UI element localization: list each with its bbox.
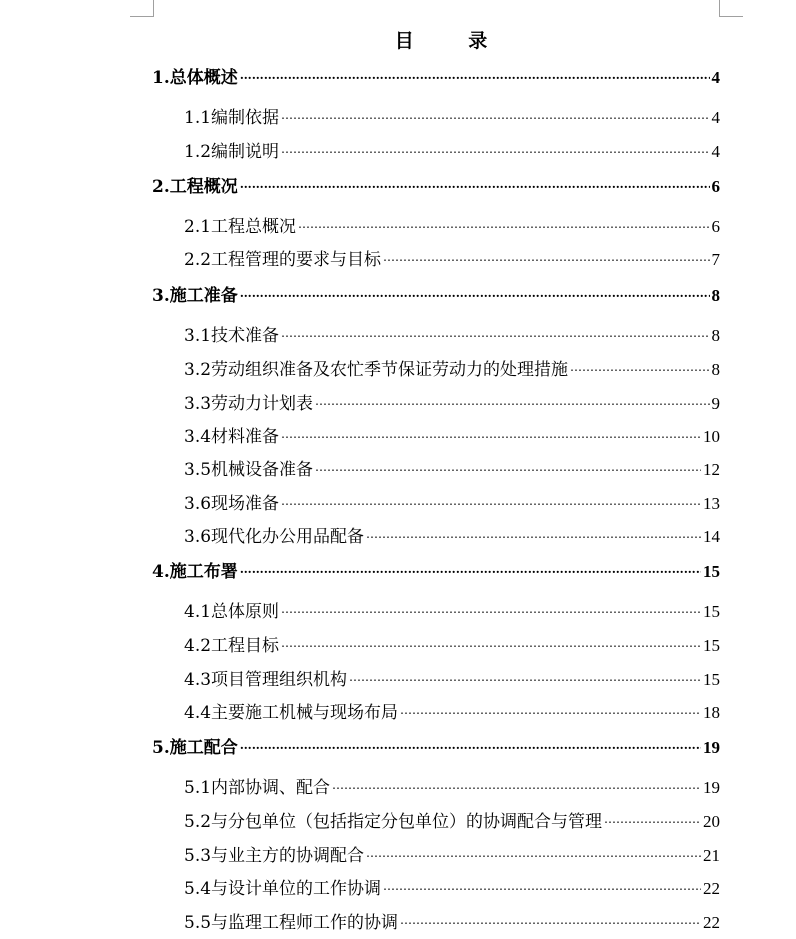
toc-dot-leader [240, 284, 710, 301]
toc-entry-page-number: 21 [703, 846, 720, 865]
toc-entry-section[interactable] [184, 773, 720, 798]
toc-entry-label: 1.总体概述 [152, 68, 238, 88]
toc-entry-label: 3.6现场准备 [184, 494, 280, 514]
toc-entry-page-number: 6 [711, 177, 720, 196]
toc-entry-label: 2.2工程管理的要求与目标 [184, 250, 382, 270]
toc-entry-page-number: 15 [703, 602, 720, 621]
toc-entry-label: 4.4主要施工机械与现场布局 [184, 703, 399, 723]
toc-entry-label: 3.1技术准备 [184, 326, 280, 346]
toc-entry-label: 5.1内部协调、配合 [184, 778, 331, 798]
toc-title [0, 26, 796, 53]
toc-entry-page-number: 8 [711, 360, 720, 379]
toc-title-text: 目 录 [394, 30, 512, 52]
toc-entry-label: 3.2劳动组织准备及农忙季节保证劳动力的处理措施 [184, 360, 569, 380]
toc-entry-section[interactable] [184, 137, 720, 162]
toc-entry-page-number: 15 [703, 636, 720, 655]
toc-entry-page-number: 6 [711, 217, 720, 236]
toc-entry-page-number: 8 [711, 326, 720, 345]
toc-entry-section[interactable] [184, 665, 720, 690]
toc-entry-page-number: 4 [711, 68, 720, 87]
toc-entry-label: 2.工程概况 [152, 177, 238, 197]
toc-dot-leader [332, 776, 701, 793]
toc-entry-label: 4.2工程目标 [184, 636, 280, 656]
toc-entry-page-number: 14 [703, 527, 720, 546]
toc-dot-leader [604, 810, 701, 827]
toc-dot-leader [281, 425, 701, 442]
toc-entry-chapter[interactable] [152, 281, 720, 306]
toc-entry-label: 5.施工配合 [152, 738, 238, 758]
toc-entry-page-number: 22 [703, 879, 720, 898]
toc-entry-section[interactable] [184, 597, 720, 622]
toc-entry-section[interactable] [184, 698, 720, 723]
toc-entry-page-number: 12 [703, 460, 720, 479]
toc-entry-section[interactable] [184, 422, 720, 447]
toc-entry-page-number: 19 [703, 738, 720, 757]
toc-entry-chapter[interactable] [152, 557, 720, 582]
toc-dot-leader [349, 668, 701, 685]
toc-entry-page-number: 4 [711, 142, 720, 161]
toc-entry-section[interactable] [184, 631, 720, 656]
toc-dot-leader [400, 911, 701, 928]
toc-dot-leader [570, 358, 709, 375]
toc-dot-leader [281, 492, 701, 509]
toc-dot-leader [366, 844, 701, 861]
toc-entry-chapter[interactable] [152, 733, 720, 758]
toc-entry-section[interactable] [184, 874, 720, 899]
toc-dot-leader [281, 140, 709, 157]
toc-dot-leader [240, 175, 710, 192]
toc-entry-page-number: 7 [711, 250, 720, 269]
toc-dot-leader [281, 600, 701, 617]
toc-entry-section[interactable] [184, 807, 720, 832]
toc-entry-page-number: 10 [703, 427, 720, 446]
toc-entry-page-number: 15 [703, 562, 720, 581]
toc-dot-leader [366, 525, 701, 542]
toc-entry-section[interactable] [184, 841, 720, 866]
toc-entry-section[interactable] [184, 489, 720, 514]
toc-entry-label: 3.施工准备 [152, 286, 238, 306]
toc-entry-section[interactable] [184, 212, 720, 237]
toc-entry-label: 1.1编制依据 [184, 108, 280, 128]
toc-dot-leader [383, 248, 709, 265]
toc-entry-section[interactable] [184, 355, 720, 380]
toc-entry-label: 4.3项目管理组织机构 [184, 670, 348, 690]
toc-entry-section[interactable] [184, 908, 720, 933]
toc-dot-leader [240, 66, 710, 83]
toc-entry-page-number: 9 [711, 394, 720, 413]
toc-dot-leader [400, 701, 701, 718]
toc-entry-section[interactable] [184, 321, 720, 346]
toc-entry-section[interactable] [184, 245, 720, 270]
toc-entry-label: 3.6现代化办公用品配备 [184, 527, 365, 547]
margin-mark-top-right-vertical [719, 0, 720, 16]
toc-dot-leader [315, 458, 701, 475]
toc-dot-leader [240, 560, 701, 577]
toc-entry-page-number: 4 [711, 108, 720, 127]
toc-entry-label: 5.5与监理工程师工作的协调 [184, 913, 399, 933]
toc-entry-label: 5.2与分包单位（包括指定分包单位）的协调配合与管理 [184, 812, 603, 832]
margin-mark-top-right-horizontal [719, 16, 743, 17]
toc-dot-leader [315, 392, 709, 409]
toc-entry-page-number: 20 [703, 812, 720, 831]
margin-mark-top-left-horizontal [130, 16, 154, 17]
toc-entry-page-number: 15 [703, 670, 720, 689]
toc-entry-page-number: 19 [703, 778, 720, 797]
toc-entry-page-number: 18 [703, 703, 720, 722]
toc-dot-leader [281, 634, 701, 651]
toc-dot-leader [281, 106, 709, 123]
toc-dot-leader [383, 877, 701, 894]
toc-entry-page-number: 22 [703, 913, 720, 932]
toc-dot-leader [240, 736, 701, 753]
toc-entry-label: 3.4材料准备 [184, 427, 280, 447]
toc-entry-chapter[interactable] [152, 172, 720, 197]
toc-entry-section[interactable] [184, 103, 720, 128]
margin-mark-top-left-vertical [153, 0, 154, 16]
toc-dot-leader [281, 324, 709, 341]
toc-dot-leader [298, 215, 709, 232]
toc-entry-section[interactable] [184, 389, 720, 414]
toc-entry-label: 3.5机械设备准备 [184, 460, 314, 480]
toc-entry-label: 5.3与业主方的协调配合 [184, 846, 365, 866]
toc-entry-chapter[interactable] [152, 63, 720, 88]
toc-entry-section[interactable] [184, 455, 720, 480]
toc-entry-label: 4.施工布署 [152, 562, 238, 582]
toc-entry-page-number: 8 [711, 286, 720, 305]
toc-entry-label: 2.1工程总概况 [184, 217, 297, 237]
toc-entry-label: 4.1总体原则 [184, 602, 280, 622]
toc-entry-page-number: 13 [703, 494, 720, 513]
toc-entry-label: 5.4与设计单位的工作协调 [184, 879, 382, 899]
toc-entry-label: 1.2编制说明 [184, 142, 280, 162]
toc-entry-label: 3.3劳动力计划表 [184, 394, 314, 414]
toc-entry-section[interactable] [184, 522, 720, 547]
